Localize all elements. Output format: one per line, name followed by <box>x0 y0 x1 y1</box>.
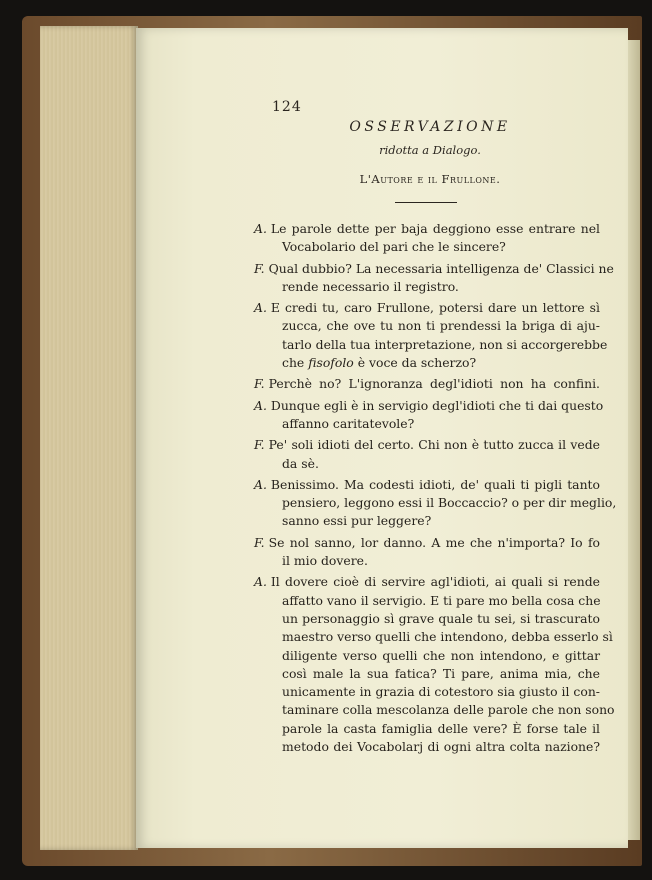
text-line: A. Le parole dette per baja deggiono esse entrare nel <box>254 221 600 236</box>
text-line: A. E credi tu, caro Frullone, potersi dare un lettore sì <box>254 300 600 316</box>
dialogue-text <box>254 220 617 756</box>
speaker-label: F. <box>254 260 265 276</box>
page-number: 124 <box>272 99 302 115</box>
speaker-label: F. <box>254 534 265 550</box>
text-line: zucca, che ove tu non ti prendessi la briga di aju- <box>282 318 600 334</box>
speaker-label: F. <box>254 376 265 392</box>
right-page-edge <box>628 40 640 840</box>
text-line: F. Perchè no? L'ignoranza degl'idioti non ha confini. <box>254 376 600 392</box>
text-line: che fisofolo è voce da scherzo? <box>282 355 477 371</box>
dialogue-speakers: L'Autore e il Frullone. <box>359 172 501 186</box>
text-line: così male la sua fatica? Ti pare, anima mia, che <box>282 665 600 681</box>
text-line: unicamente in grazia di cotestoro sia giusto il con- <box>282 684 600 700</box>
text-line: A. Benissimo. Ma codesti idioti, de' quali ti pigli tanto <box>254 476 600 492</box>
text-line: parole la casta famiglia delle vere? È forse tale il <box>282 720 600 736</box>
speaker-label: A. <box>254 476 267 492</box>
text-line: diligente verso quelli che non intendono, e gittar <box>282 647 600 663</box>
text-line: da sè. <box>282 455 319 471</box>
text-line: Vocabolario del pari che le sincere? <box>282 239 506 255</box>
text-line: F. Pe' soli idioti del certo. Chi non è tutto zucca il vede <box>254 437 600 453</box>
text-line: rende necessario il registro. <box>282 278 459 294</box>
speaker-label: A. <box>254 397 267 413</box>
page-edges <box>40 26 138 850</box>
text-line: un personaggio sì grave quale tu sei, si trascurato <box>282 610 600 626</box>
text-line: affatto vano il servigio. E ti pare mo bella cosa che <box>282 592 601 608</box>
speaker-label: A. <box>254 574 267 590</box>
text-line: pensiero, leggono essi il Boccaccio? o per dir meglio, <box>282 495 617 511</box>
text-line: sanno essi pur leggere? <box>282 513 432 529</box>
text-line: A. Dunque egli è in servigio degl'idioti che ti dai questo <box>254 397 604 413</box>
speaker-label: A. <box>254 221 267 236</box>
text-line: metodo dei Vocabolarj di ogni altra colta nazione? <box>282 739 600 755</box>
page-subtitle: ridotta a Dialogo. <box>379 143 481 157</box>
text-line: maestro verso quelli che intendono, debba esserlo sì <box>282 629 613 645</box>
text-line: F. Qual dubbio? La necessaria intelligenza de' Classici ne <box>254 260 614 276</box>
text-line: tarlo della tua interpretazione, non si accorgerebbe <box>282 336 608 352</box>
italic-word: fisofolo <box>308 355 354 371</box>
page-title: OSSERVAZIONE <box>349 119 511 135</box>
speaker-label: F. <box>254 437 265 453</box>
text-line: affanno caritatevole? <box>282 415 415 431</box>
text-line: F. Se nol sanno, lor danno. A me che n'importa? Io fo <box>254 534 600 550</box>
title-rule <box>395 202 457 203</box>
text-line: il mio dovere. <box>282 553 368 569</box>
text-line: taminare colla mescolanza delle parole che non sono <box>282 702 615 718</box>
speaker-label: A. <box>254 300 267 316</box>
text-line: A. Il dovere cioè di servire agl'idioti, ai quali si rende <box>254 574 600 590</box>
